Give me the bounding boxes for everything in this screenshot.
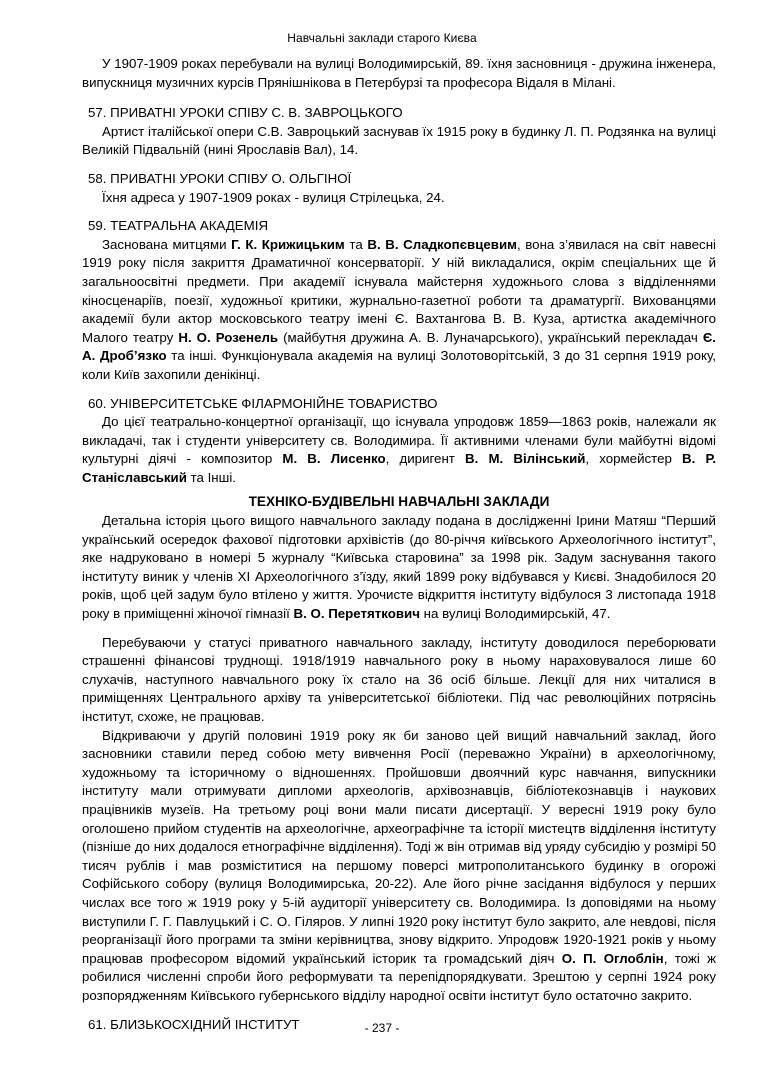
page-number: - 237 - <box>364 1021 400 1035</box>
section-57-text: Артист італійської опери С.В. Завроцький заснував їх 1915 року в будинку Л. П. Родзянка на вулиці Великій Підвальній (нині Ярославів Вал), 14. <box>82 123 716 158</box>
section-60-heading: 60. УНІВЕРСИТЕТСЬКЕ ФІЛАРМОНІЙНЕ ТОВАРИСТВО <box>88 395 438 411</box>
text-run: та Інші. <box>186 469 236 485</box>
text-run: , диригент <box>385 451 466 467</box>
page-body <box>82 55 716 1034</box>
text-run: та інші. Функціонувала академія на вулиці Золотоворітській, 3 до 31 серпня 1919 року, коли Київ захопили денікінці. <box>82 348 716 382</box>
person-name: Г. К. Крижицьким <box>231 236 345 252</box>
section-60-text <box>82 413 716 487</box>
text-run: До цієї театрально-концертної організації, що існувала упродовж 1859—1863 років, належали як викладачі, так і студенти університету св. Володимира. Її активними членами були майбутні відомі культурні діячі - композитор <box>82 414 716 467</box>
tech-paragraph-3 <box>82 727 716 1006</box>
text-run: на вулиці Володимирській, 47. <box>419 606 611 622</box>
person-name: Н. О. Розенель <box>178 329 279 345</box>
text-run: та <box>344 236 368 252</box>
text-run: (майбутня дружина А. В. Луначарського), український перекладач <box>278 329 703 345</box>
section-59-heading: 59. ТЕАТРАЛЬНА АКАДЕМІЯ <box>88 218 269 234</box>
section-61-heading: 61. БЛИЗЬКОСХІДНИЙ ІНСТИТУТ <box>88 1016 300 1032</box>
text-run: Заснована митцями <box>102 236 232 252</box>
section-58-heading: 58. ПРИВАТНІ УРОКИ СПІВУ О. ОЛЬГІНОЇ <box>88 170 352 186</box>
section-57-heading: 57. ПРИВАТНІ УРОКИ СПІВУ С. В. ЗАВРОЦЬКОГО <box>88 105 403 121</box>
person-name: В. М. Вілінський <box>465 451 586 467</box>
person-name: В. О. Перетяткович <box>293 606 420 622</box>
text-run: , хормейстер <box>585 451 683 467</box>
section-59-text <box>82 236 716 385</box>
tech-paragraph-1 <box>82 512 716 624</box>
text-run: Детальна історія цього вищого навчального закладу подана в дослідженні Ірини Матяш “Перший український осередок фахової підготовки архівістів (до 80-річчя київського Археологічного інститут”, яке надруковано в номері 5 журналу “Київська старовина” за 1998 рік. Задум заснування такого інституту виник у членів XI Археологічного з’їзду, який 1899 року відбувався у Києві. Знадобилося 20 років, щоб цей задум було втілено у життя. Урочисте відкриття інституту відбулося 3 листопада 1918 року в приміщенні жіночої гімназії <box>82 513 716 622</box>
person-name: О. П. Оглоблін <box>561 950 664 966</box>
person-name: В. В. Сладкопєвцевим <box>367 236 517 252</box>
person-name: В. Р. Станіславський <box>82 451 717 485</box>
chapter-title: ТЕХНІКО-БУДІВЕЛЬНІ НАВЧАЛЬНІ ЗАКЛАДИ <box>248 494 550 510</box>
text-run: , вона з’явилася на світ навесні 1919 року після закриття Драматичної консерваторії. У ній викладалися, окрім спеціальних ще й загальноосвітні предмети. При академії існувала майстерня художнього слова з відділеннями кіносценаріїв, поезії, художньої критики, журнально-газетної роботи та драматургії. Вихованцями академії були актор московського театру імені Є. Вахтангова В. В. Куза, артистка академічного Малого театру <box>82 236 716 345</box>
intro-paragraph: У 1907-1909 роках перебували на вулиці Володимирській, 89. їхня засновниця - дружина інженера, випускниця музичних курсів Прянішнікова в Петербурзі та професора Відаля в Мілані. <box>82 56 716 90</box>
tech-paragraph-2: Перебуваючи у статусі приватного навчального закладу, інституту доводилося переборювати страшенні фінансові труднощі. 1918/1919 навчального року в ньому нараховувалося лише 60 слухачів, наступного навчального року їх стало на 36 осіб більше. Лекції для них читалися в приміщеннях Центрального архіву та університетської бібліотеки. Під час революційних потрясінь інститут, схоже, не працював. <box>82 634 716 724</box>
text-run: Відкриваючи у другій половині 1919 року як би заново цей вищий навчальний заклад, його засновники ставили перед собою мету вивчення Росії (переважно України) в археологічному, художньому та історичному о відношеннях. Пройшовши двоячний курс навчання, випускники інституту мали отримувати дипломи археологів, архівознавців, бібліотекознавців і наукових працівників музеїв. На третьому році вони мали писати дисертації. У вересні 1919 року було оголошено прийом студентів на археологічне, археографічне та історії мистецтв відділення інституту (пізніше до них додалося етнографічне відділення). Тоді ж він отримав від уряду субсидію у розмірі 50 тисяч рублів і мав розміститися на першому поверсі митрополитанського будинку в огорожі Софійського собору (вулиця Володимирська, 20-22). Але його річне засідання відбулося у перших числах все того ж 1919 року у 5-ій аудиторії університету св. Володимира. Із доповідями на ньому виступили Г. Г. Павлуцький і С. О. Гіляров. У липні 1920 року інститут було закрито, але невдові, після реорганізації його програми та зміни керівництва, знову відкрито. Упродовж 1920-1921 років у ньому працював професором відомий український історик та громадський діяч <box>82 727 716 966</box>
person-name: Є. А. Дроб’язко <box>82 329 716 364</box>
running-header: Навчальні заклади старого Києва <box>287 31 477 45</box>
text-run: , тожі ж робилися численні спроби його реформувати та перепідпорядкувати. Зрештою у серпні 1924 року розпорядженням Київського губернського відділу народної освіти інститут було остаточно закрито. <box>82 950 716 1003</box>
section-58-text: Їхня адреса у 1907-1909 роках - вулиця Стрілецька, 24. <box>102 189 445 205</box>
person-name: М. В. Лисенко <box>282 451 386 467</box>
